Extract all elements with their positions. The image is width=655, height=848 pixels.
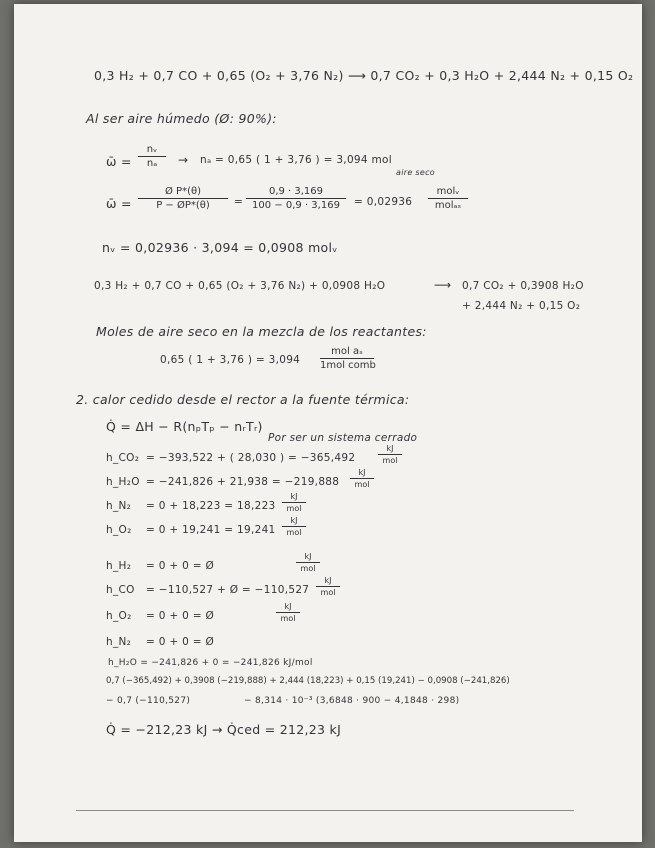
fraction-denominator: mol	[382, 456, 398, 465]
enthalpy-expression: = 0 + 0 = Ø	[146, 636, 215, 648]
reaction-equation-humid-right: 0,7 CO₂ + 0,3908 H₂O	[462, 280, 584, 292]
fraction-numerator: kJ	[276, 602, 300, 613]
dry-air-moles-heading: Moles de aire seco en la mezcla de los reactantes:	[96, 324, 427, 339]
humidity-ratio-formula	[138, 186, 228, 211]
fraction-denominator: molₐₛ	[434, 200, 462, 211]
arrow-right-icon: →	[178, 153, 189, 167]
enthalpy-label: h_N₂	[106, 636, 132, 648]
enthalpy-label: h_O₂	[106, 610, 132, 622]
enthalpy-h2o-line: h_H₂O = −241,826 + 0 = −241,826 kJ/mol	[108, 658, 313, 668]
humidity-ratio-values	[246, 186, 346, 211]
unit-fraction	[296, 552, 320, 573]
fraction-denominator: 100 − 0,9 · 3,169	[252, 200, 340, 211]
heat-equation: Q̇ = ΔH − R(nₚTₚ − nᵣTᵣ)	[106, 419, 263, 434]
fraction-numerator: Ø P*(θ)	[138, 186, 228, 199]
enthalpy-expression: = 0 + 0 = Ø	[146, 560, 215, 572]
enthalpy-label: h_H₂	[106, 560, 132, 572]
enthalpy-label: h_O₂	[106, 524, 132, 536]
fraction-numerator: mol aₛ	[320, 346, 374, 359]
fraction-numerator: kJ	[296, 552, 320, 563]
equals-sign: =	[234, 196, 244, 208]
humidity-ratio-result: = 0,02936	[354, 196, 413, 208]
omega-symbol: ω̄ =	[106, 154, 132, 169]
dry-air-subscript: aire seco	[396, 168, 435, 177]
humid-air-heading: Al ser aire húmedo (Ø: 90%):	[86, 111, 277, 126]
unit-fraction	[276, 602, 300, 623]
fraction-denominator: 1mol comb	[320, 360, 376, 371]
enthalpy-expression: = 0 + 0 = Ø	[146, 610, 215, 622]
fraction-numerator: kJ	[378, 444, 402, 455]
omega-fraction	[138, 144, 166, 169]
enthalpy-balance-line-2a: − 0,7 (−110,527)	[106, 696, 191, 706]
enthalpy-balance-line-1: 0,7 (−365,492) + 0,3908 (−219,888) + 2,444 (18,223) + 0,15 (19,241) − 0,0908 (−241,826)	[106, 676, 510, 686]
unit-fraction	[316, 576, 340, 597]
fraction-denominator: mol	[280, 614, 296, 623]
reaction-equation-humid-left: 0,3 H₂ + 0,7 CO + 0,65 (O₂ + 3,76 N₂) + 0,0908 H₂O	[94, 280, 386, 292]
enthalpy-expression: = −241,826 + 21,938 = −219,888	[146, 476, 340, 488]
fraction-denominator: mol	[286, 504, 302, 513]
enthalpy-expression: = −393,522 + ( 28,030 ) = −365,492	[146, 452, 356, 464]
fraction-numerator: kJ	[350, 468, 374, 479]
reaction-equation-dry: 0,3 H₂ + 0,7 CO + 0,65 (O₂ + 3,76 N₂) ⟶ 0,7 CO₂ + 0,3 H₂O + 2,444 N₂ + 0,15 O₂	[94, 68, 634, 83]
dry-air-moles-units	[320, 346, 374, 371]
page-bottom-rule	[76, 810, 574, 811]
fraction-numerator: nᵥ	[138, 144, 166, 157]
dry-air-moles-calc: 0,65 ( 1 + 3,76 ) = 3,094	[160, 354, 301, 366]
enthalpy-balance-line-2b: − 8,314 · 10⁻³ (3,6848 · 900 − 4,1848 · 298)	[244, 696, 460, 706]
humidity-ratio-units	[428, 186, 468, 211]
fraction-denominator: nₐ	[146, 158, 158, 169]
enthalpy-label: h_CO₂	[106, 452, 140, 464]
unit-fraction	[378, 444, 402, 465]
fraction-denominator: mol	[354, 480, 370, 489]
fraction-denominator: mol	[286, 528, 302, 537]
enthalpy-label: h_N₂	[106, 500, 132, 512]
long-arrow-icon: ⟶	[434, 278, 452, 292]
heat-equation-note: Por ser un sistema cerrado	[268, 432, 418, 444]
unit-fraction	[282, 492, 306, 513]
fraction-numerator: kJ	[282, 516, 306, 527]
enthalpy-expression: = 0 + 19,241 = 19,241	[146, 524, 276, 536]
fraction-numerator: kJ	[282, 492, 306, 503]
vapor-moles: nᵥ = 0,02936 · 3,094 = 0,0908 molᵥ	[102, 240, 338, 255]
enthalpy-expression: = 0 + 18,223 = 18,223	[146, 500, 276, 512]
enthalpy-label: h_CO	[106, 584, 135, 596]
reaction-equation-humid-right-2: + 2,444 N₂ + 0,15 O₂	[462, 300, 581, 312]
fraction-numerator: kJ	[316, 576, 340, 587]
notebook-page	[14, 4, 642, 842]
final-heat-result: Q̇ = −212,23 kJ → Q̇ced = 212,23 kJ	[106, 722, 342, 737]
enthalpy-label: h_H₂O	[106, 476, 140, 488]
fraction-numerator: 0,9 · 3,169	[246, 186, 346, 199]
dry-air-moles: nₐ = 0,65 ( 1 + 3,76 ) = 3,094 mol	[200, 154, 392, 166]
fraction-denominator: mol	[300, 564, 316, 573]
fraction-denominator: P − ØP*(θ)	[156, 200, 210, 211]
section-2-heading: 2. calor cedido desde el rector a la fuente térmica:	[76, 392, 410, 407]
enthalpy-expression: = −110,527 + Ø = −110,527	[146, 584, 310, 596]
fraction-numerator: molᵥ	[428, 186, 468, 199]
omega-symbol-2: ω̄ =	[106, 196, 132, 211]
fraction-denominator: mol	[320, 588, 336, 597]
unit-fraction	[282, 516, 306, 537]
unit-fraction	[350, 468, 374, 489]
